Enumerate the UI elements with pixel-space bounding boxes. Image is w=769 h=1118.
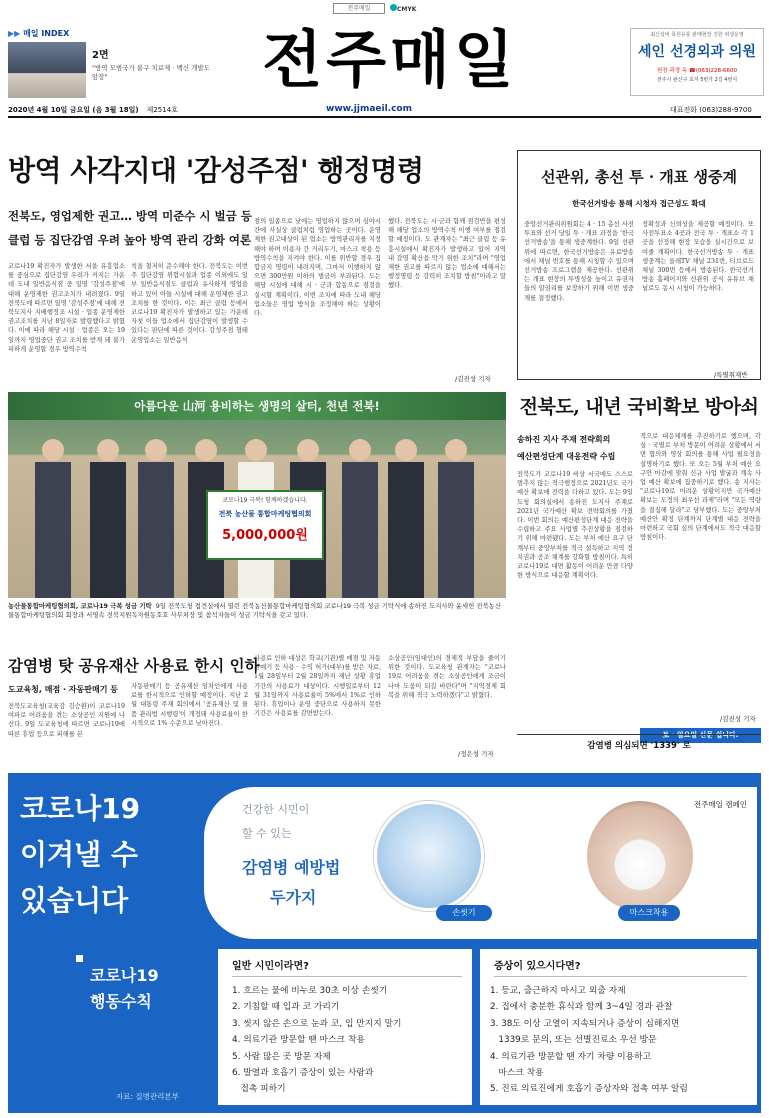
handwash-image — [374, 801, 484, 911]
right-list-item: 3. 38도 이상 고열이 지속되거나 증상이 심해지면 — [490, 1018, 680, 1029]
person-body — [438, 462, 474, 598]
budget-body-2: 적으로 대응체계를 추진하기로 했으며, 각 실 · 국별로 부처 방문이 어려운 상황에서 서면 협의와 영상 회의를 통해 사업 필요성을 설명하기로 했다. 또 오는 5월 부처 예산 요구안 마감에 맞춰 신규 사업 발굴과 계속 사업 예산 확보에 집중하기로 했다. 송 지사는 "코로나19로 어려운 상황이지만 국가예산 확보는 도정의 최우선 과제"라며 "모든 역량을 결집해 달라"고 당부했다. 도는 중앙부처 예산안 확정 단계까지 단계별 대응 전략을 마련하고 국회 심의 단계에서도 적극 대응할 방침이다. — [640, 433, 761, 542]
left-list — [218, 949, 472, 1105]
budget-body-1: 전북도가 코로나19 비상 시국에도 스스로 멈추지 않는 적극행정으로 2021년도 국가예산 확보에 전력을 다하고 있다. 도는 9일 도청 회의실에서 송하진 도지사 주재로 2021년 국가예산 확보 전략회의를 가졌다. 이번 회의는 예산편성단계 대응 전략을 수립하고 주요 사업별 추진상황을 점검하기 위해 마련됐다. 도는 부처 예산 요구 단계부터 중앙부처를 적극 설득하고 지역 정치권과 공조 체계를 강화할 방침이다. 특히 코로나19로 대면 활동이 어려운 만큼 다양한 방식으로 대응할 계획이다. — [517, 471, 633, 580]
campaign-label: 전주매일 캠페인 — [693, 800, 747, 809]
ad-title-1: 코로나19 — [20, 792, 141, 825]
lead-headline: 방역 사각지대 '감성주점' 행정명령 — [8, 154, 424, 187]
code-marker — [76, 955, 83, 962]
masthead: 전주매일 — [262, 23, 518, 96]
right-list — [480, 949, 757, 1105]
person-head — [297, 439, 319, 461]
lead-sub2: 클럽 등 집단감염 우려 높아 방역 관리 강화 여론 — [8, 233, 252, 247]
photo-banner: 아름다운 山河 용비하는 생명의 살터, 천년 전북! — [8, 392, 506, 420]
public-sub: 도교육청, 매점 · 자동판매기 등 — [8, 685, 118, 694]
cmyk-marks: CMYK — [390, 4, 416, 13]
hotline-box: 감염병 의심되면 '1339' 로 — [517, 734, 761, 756]
lead-sub1: 전북도, 영업제한 권고… 방역 미준수 시 벌금 등 — [8, 209, 252, 223]
index-text: "방역 모범국가 불구 치료제 · 백신 개발도 앞장" — [92, 64, 210, 81]
left-items — [232, 983, 472, 1098]
left-list-item: 2. 기침할 때 입과 코 가리기 — [232, 1002, 340, 1013]
index-page: 2면 — [92, 50, 109, 61]
lead-body-3: 점의 일종으로 낮에는 영업하지 않으며 심야시간에 사실상 클럽처럼 영업하는 곳이다. 운영제한 권고대상이 된 업소는 방역관리자를 지정해야 하며 이용자 간 거리두기, 마스크 착용 등 방역수칙을 지켜야 한다. 이를 위반할 경우 집합금지 명령이 내려지며, 그마저 이행하지 않으면 300만원 이하의 벌금이 부과된다. 도는 해당 시설에 대해 시 · 군과 합동으로 점검을 실시할 계획이다. 이번 조치에 따라 도내 해당 업소들은 영업 방식을 조정해야 하는 상황이다. — [254, 218, 381, 318]
code-title: 코로나19 — [90, 966, 159, 985]
person-head — [97, 439, 119, 461]
cyan-dot-icon — [390, 4, 397, 11]
budget-headline: 전북도, 내년 국비확보 방아쇠 — [519, 396, 759, 418]
person-head — [145, 439, 167, 461]
right-list-item: 4. 의료기관 방문할 땐 자기 차량 이용하고 — [490, 1051, 652, 1062]
person-head — [445, 439, 467, 461]
election-body-1: 중앙선거관리위원회는 4 · 15 총선 사전투표와 선거 당일 투 · 개표 과정을 '한국선거방송'을 통해 생중계한다. 9일 선관위에 따르면, 한국선거방송은 유료방송에서 채널 번호를 통해 시청할 수 있으며 선거방송 프로그램을 제공한다. 선관위는 개표 현장의 투명성을 높이고 유권자들의 알권리를 보장하기 위해 이번 생중계를 결정했다. — [524, 221, 634, 302]
ad-panel — [204, 787, 757, 939]
site-url[interactable]: www.jjmaeil.com — [326, 104, 412, 114]
q-text-3: 감염병 예방법 — [242, 858, 341, 877]
left-list-item: 4. 의료기관 방문할 땐 마스크 착용 — [232, 1035, 365, 1046]
donation-sign: 코로나19 극복! 함께하겠습니다. 전북 농산물 통합마케팅협의회 5,000,000원 — [206, 490, 324, 560]
lead-byline: /김진성 기자 — [455, 375, 491, 383]
photo-caption: 농산물통합마케팅협의회, 코로나19 극복 성금 기탁 9일 전북도청 접견실에서 열린 전북농산물통합마케팅협의회 코로나19 극복 성금 기탁식에 송하진 도지사와 윤세헌 전북농산물통합마케팅협의회 회장과 서영속 전북지원독자원동호호 사무처장 및 참석자들이 성금 기탁식을 갖고 있다. — [8, 602, 502, 619]
budget-sub1: 송하진 지사 주재 전략회의 — [517, 435, 611, 444]
mask-label: 마스크착용 — [618, 905, 680, 921]
person-body — [138, 462, 174, 598]
ad-title-2: 이겨낼 수 — [20, 838, 138, 871]
person-head — [42, 439, 64, 461]
person-body — [342, 462, 378, 598]
hand-label: 손씻기 — [436, 905, 492, 921]
notice-bar: 토 · 일요일 신문 쉽니다. — [640, 728, 761, 743]
person-head — [349, 439, 371, 461]
code-sub: 행동수칙 — [90, 992, 152, 1011]
election-body-2: 정확성과 신뢰성을 제공할 예정이다. 또 사전투표소 4곳과 전국 투 · 개표소 각 1곳을 선정해 현장 모습을 실시간으로 보여줄 계획이다. 한국선거방송 투 · 개표 생중계는 올레TV 채널 231번, 티브로드 채널 300번 등에서 방송된다. 한국선거방송 홈페이지와 선관위 공식 유튜브 채널로도 동시 시청이 가능하다. — [642, 221, 754, 293]
print-box: 전주매일 — [333, 3, 385, 14]
left-title: 일반 시민이라면? — [232, 961, 309, 972]
date-line: 2020년 4월 10일 금요일 (음 3월 18일) 제2514호 — [8, 106, 178, 114]
person-body — [388, 462, 424, 598]
left-list-item: 접촉 피하기 — [232, 1084, 286, 1095]
left-list-item: 6. 발열과 호흡기 증상이 있는 사람과 — [232, 1068, 374, 1079]
index-box — [8, 28, 216, 100]
phone: 대표전화 (063)288-9700 — [670, 106, 752, 114]
left-list-item: 3. 씻지 않은 손으로 눈과 코, 입 만지지 말기 — [232, 1018, 402, 1029]
ad-title-3: 있습니다 — [20, 884, 129, 917]
public-headline: 감염병 탓 공유재산 사용료 한시 인하 — [8, 656, 260, 675]
public-body-4: 소상공인(임대인)의 경제적 부담을 줄이기 위한 것이다. 도교육청 관계자는 "코로나19로 어려움을 겪는 소상공인에게 조금이나마 도움이 되길 바란다"며 "지역경제 회복을 위해 적극 노력하겠다"고 밝혔다. — [388, 655, 506, 699]
news-photo — [8, 392, 506, 598]
election-sub: 한국선거방송 통해 시청자 접근성도 확대 — [572, 199, 706, 208]
left-list-item: 5. 사람 많은 곳 방문 자제 — [232, 1051, 331, 1062]
right-list-item: 1. 등교, 출근하지 마시고 외출 자제 — [490, 986, 626, 996]
right-list-item: 마스크 착용 — [490, 1068, 544, 1079]
campaign-ad — [8, 773, 761, 1113]
ad-source: 자료: 질병관리본부 — [116, 1092, 179, 1101]
header-rule — [8, 116, 761, 118]
right-items — [490, 983, 757, 1098]
index-thumb — [8, 42, 86, 98]
left-list-item: 1. 흐르는 물에 비누로 30초 이상 손씻기 — [232, 986, 388, 996]
right-list-item: 1339로 문의, 또는 선별진료소 우선 방문 — [490, 1035, 657, 1046]
budget-byline: /김진성 기자 — [720, 715, 756, 723]
person-head — [395, 439, 417, 461]
person-body — [35, 462, 71, 598]
right-list-item: 2. 집에서 충분한 휴식과 함께 3~4일 경과 관찰 — [490, 1002, 673, 1013]
right-list-item: 5. 진료 의료진에게 호흡기 증상자와 접촉 여부 알림 — [490, 1084, 688, 1095]
arrow-icon: ▶▶ — [8, 29, 24, 38]
header-ad: 최신설비 목원유통 판매현장 진한 위생운영 세인 선경외과 의원 원장 곽경 옥 ☎(063)228-6600 전주시 완산구 효자 5번가 2길 4번지 — [630, 28, 764, 96]
q-text-4: 두가지 — [270, 888, 317, 907]
person-body — [90, 462, 126, 598]
q-text-1: 건강한 시민이 — [242, 803, 310, 816]
budget-sub2: 예산편성단계 대응전략 수립 — [517, 452, 616, 461]
person-head — [195, 439, 217, 461]
person-head — [245, 439, 267, 461]
public-body-3: 사용료 인하 대상은 학교(기관)별 매점 및 자동판매기 등 사용 · 수익 허가(대부)를 받은 자로, 1월 28일부터 2월 28일까지 재난 상황 휴업 기간의 사용료가 대상이다. 시행일로부터 12월 31일까지 사용료율이 5%에서 1%로 인하된다. 휴업이나 운영 중단으로 사용하지 못한 기간은 사용료를 감면받는다. — [254, 655, 381, 718]
election-headline: 선관위, 총선 투 · 개표 생중계 — [541, 168, 737, 186]
lead-body-4: 했다. 전북도는 시·군과 함께 점검반을 편성해 해당 업소의 방역수칙 이행 여부를 점검할 예정이다. 도 관계자는 "최근 클럽 등 유흥시설에서 확진자가 발생하고 있어 지역 내 감염 확산을 막기 위한 조치"라며 "영업제한 권고를 따르지 않는 업소에 대해서는 행정명령 등 강력히 조치할 방침"이라고 말했다. — [388, 218, 506, 290]
election-byline: /특별취재반 — [714, 371, 748, 379]
right-title: 증상이 있으시다면? — [494, 961, 581, 972]
lead-body-2: 칙을 철저히 준수해야 한다. 전북도는 이번주 집단감염 위험시설과 업종 이외에도 일부 일반음식점도 클럽과 유사하게 영업을 하고 있어 이들 시설에 대해 운영제한 권고 조치를 한 것이다. 이는 최근 클럽 등에서 코로나19 확진자가 발생하고 있는 가운데 자칫 이들 업소에서 집단감염이 발생할 수 있다는 판단에 따른 것이다. 감성주점 형태 운영업소는 일반음식 — [131, 263, 248, 344]
q-text-2: 할 수 있는 — [242, 827, 292, 840]
public-body-1: 전북도교육청(교육감 김승환)이 코로나19 여파로 어려움을 겪는 소상공인 지원에 나선다. 9일 도교육청에 따르면 코로나19에 따른 휴업 등으로 피해를 본 — [8, 703, 125, 738]
lead-body-1: 코로나19 확진자가 발생한 서울 유흥업소를 중심으로 집단감염 우려가 커지는 가운데 도내 일반음식점 중 일명 '감성주점'에 대해 운영제한 권고조치가 내려졌다. 9일 전북도에 따르면 일명 '감성주점'에 대해 전북도지사 지배행정조 시설 · 업종 운영제한 권고조치를 지난 8일자로 발령했다고 밝혔다. 이에 따라 해당 시설 · 업종은 오는 19일까지 영업중단 권고 조치를 받게 돼 불가피하게 운영할 경우 방역수칙 — [8, 263, 125, 353]
mask-image — [587, 801, 693, 911]
public-byline: /정은성 기자 — [458, 750, 494, 758]
index-label: ▶▶ 매일 INDEX — [8, 29, 70, 38]
public-body-2: 자동판매기 등 공유재산 임차인에게 사용료를 한시적으로 인하할 예정이다. 지난 2월 대통령 주재 회의에서 '공유재산 및 물품 관리법 시행령'이 개정돼 사용료율이 한시적으로 1% 수준으로 낮아진다. — [131, 683, 248, 727]
